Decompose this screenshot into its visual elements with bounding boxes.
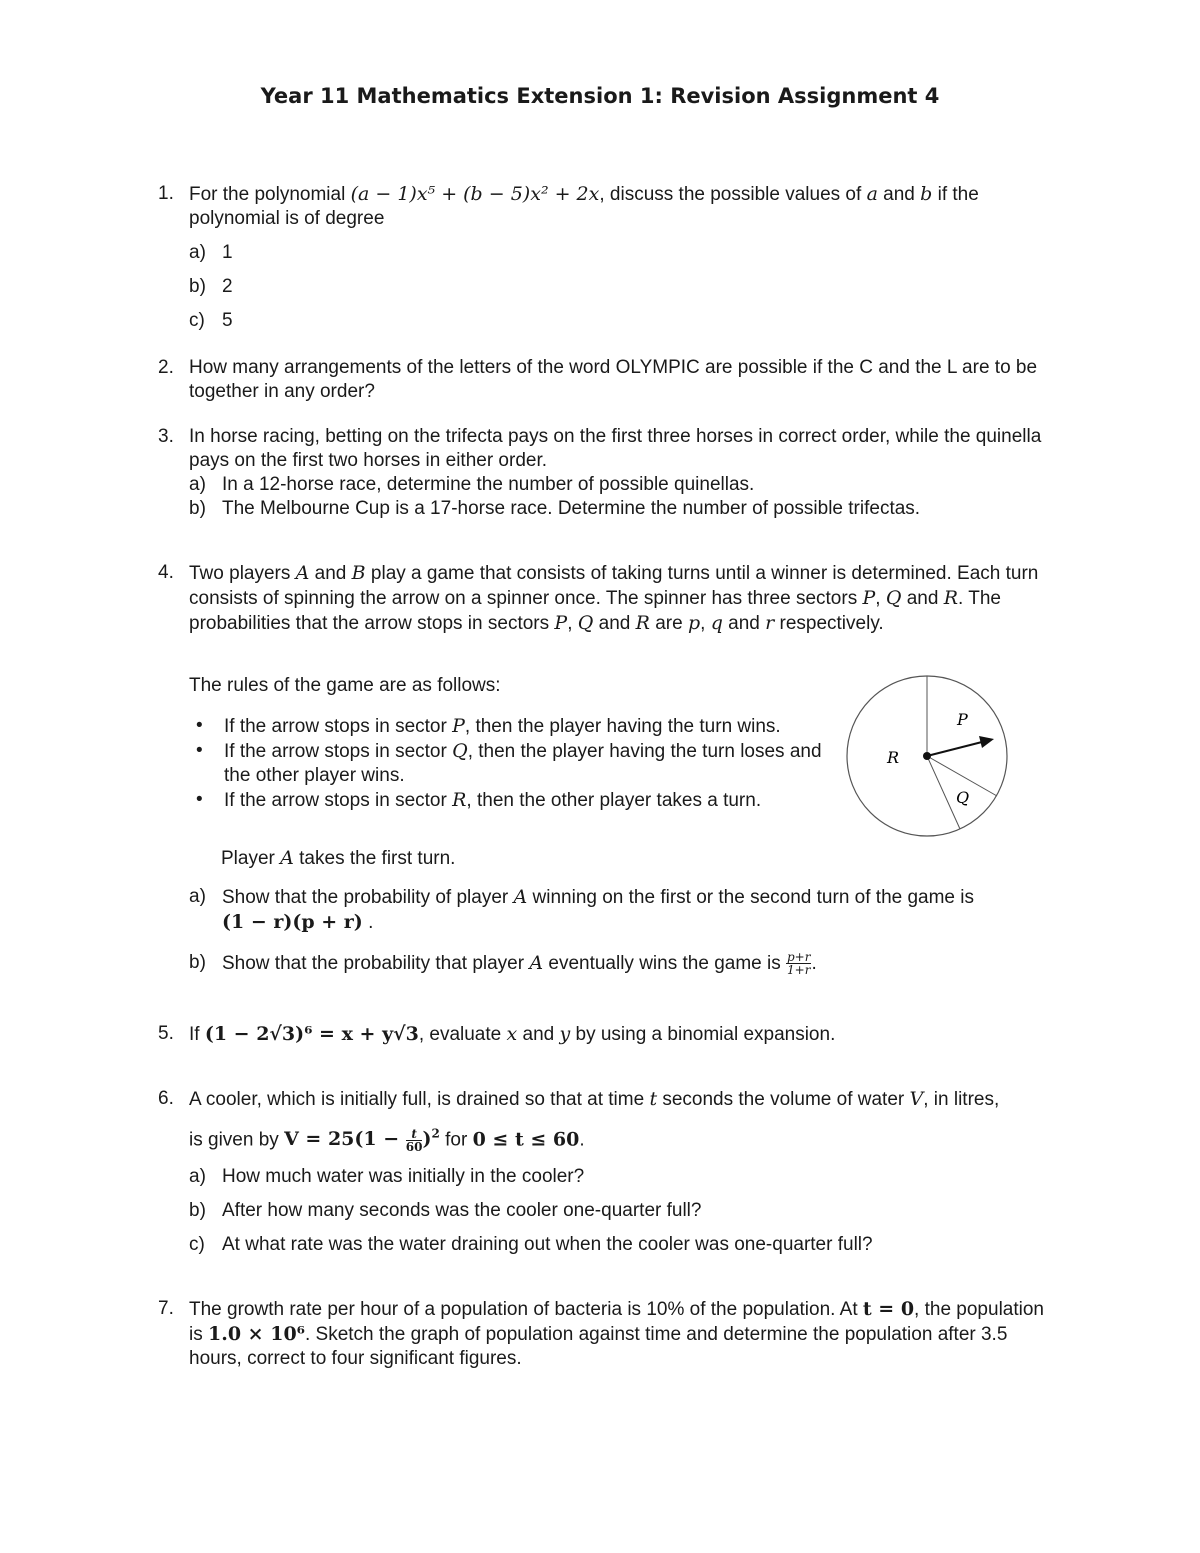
q6-text: A cooler, which is initially full, is drained so that at time t seconds the volume of water V, in litres, is given by V = 25(1 − $\frac{t}{60}$ )$^2$ for 0 ≤ t ≤ 60. a) How much water was initially in the cooler? b) After how many seconds was the cooler one-quarter full? c) At what rate was the water draining out when the cooler was one-quarter full? xyxy=(189,1087,1058,1257)
q4-text: Two players A and B play a game that consists of taking turns until a winner is determined. Each turn consists of spinning the arrow on a spinner once. The spinner has three sectors P, Q and R. The probabilities that the arrow stops in sectors P, Q and R are p, q and r respectively. xyxy=(189,562,1039,634)
list-item: b) 2 xyxy=(189,276,233,297)
question-number: 1. xyxy=(158,183,174,204)
list-item: a) In a 12-horse race, determine the number of possible quinellas. xyxy=(189,474,755,495)
q4-rules-list xyxy=(158,714,838,813)
probability-fraction: $\frac{p+r}{1+r}$ xyxy=(787,950,811,978)
spinner-diagram xyxy=(842,674,1012,839)
list-item: • If the arrow stops in sector P, then the player having the turn wins. xyxy=(158,714,838,739)
list-item: • If the arrow stops in sector R, then the other player takes a turn. xyxy=(158,788,838,813)
q1-polynomial: (a − 1)x⁵ + (b − 5)x² + 2x xyxy=(350,183,600,205)
q2-text: How many arrangements of the letters of the word OLYMPIC are possible if the C and the L are to be together in any order? xyxy=(189,357,1038,402)
spinner-arrow xyxy=(927,742,982,756)
list-item: a) Show that the probability of player A winning on the first or the second turn of the game is (1 − r)(p + r) . xyxy=(189,886,975,933)
question-1: 1. For the polynomial (a − 1)x⁵ + (b − 5)x² + 2x, discuss the possible values of a and b if the polynomial is of degree a) 1 b) 2 c) 5 xyxy=(158,182,1058,333)
question-2: 2. How many arrangements of the letters of the word OLYMPIC are possible if the C and the L are to be together in any order? xyxy=(158,356,1058,404)
list-item: • If the arrow stops in sector Q, then the player having the turn loses and the other player wins. xyxy=(158,739,838,788)
sector-label-r: R xyxy=(887,748,900,767)
question-4: 4. Two players A and B play a game that consists of taking turns until a winner is determined. Each turn consists of spinning the arrow on a spinner once. The spinner has three sectors P, Q and R. The probabilities that the arrow stops in sectors P, Q and R are p, q and r respectively. xyxy=(158,561,1058,636)
q3-text: In horse racing, betting on the trifecta pays on the first three horses in correct order, while the quinella pays on the first two horses in either order. xyxy=(189,426,1042,471)
list-item: c) 5 xyxy=(189,310,233,331)
question-7: 7. The growth rate per hour of a population of bacteria is 10% of the population. At t = 0, the population is 1.0 × 10⁶. Sketch the graph of population against time and determine the population after 3.5 hours, correct to four significant figures. xyxy=(158,1297,1058,1371)
question-6: 6. A cooler, which is initially full, is drained so that at time t seconds the volume of water V, in litres, is given by V = 25(1 − $\frac{t}{60}$ )$^2$ for 0 ≤ t ≤ 60. a) How much water was initially in the cooler? b) After how many seconds was the cooler one-quarter full? c) At what rate was the water draining out when the cooler was one-quarter full? xyxy=(158,1087,1058,1257)
list-item: a) How much water was initially in the cooler? xyxy=(189,1165,585,1187)
q5-text: If (1 − 2√3)⁶ = x + y√3, evaluate x and y by using a binomial expansion. xyxy=(189,1023,836,1045)
arrow-head-icon xyxy=(979,736,994,748)
sector-label-p: P xyxy=(957,710,968,729)
list-item: b) The Melbourne Cup is a 17-horse race. Determine the number of possible trifectas. xyxy=(189,498,921,519)
list-item: c) At what rate was the water draining out when the cooler was one-quarter full? xyxy=(189,1233,873,1255)
sector-label-q: Q xyxy=(956,788,970,807)
page-title: Year 11 Mathematics Extension 1: Revision Assignment 4 xyxy=(260,84,940,108)
q4-first-turn: Player A takes the first turn. xyxy=(221,847,456,869)
list-item: b) Show that the probability that player A eventually wins the game is $\frac{p+r}{1+r}$ . xyxy=(189,950,817,978)
q1-intro: For the polynomial xyxy=(189,184,346,205)
q4-parts xyxy=(189,885,1069,976)
q3-parts xyxy=(189,473,1058,521)
q6-parts xyxy=(189,1165,1058,1257)
q1-parts xyxy=(189,241,1058,333)
list-item: b) After how many seconds was the cooler one-quarter full? xyxy=(189,1199,702,1221)
volume-formula: V = 25(1 − $\frac{t}{60}$ )$^2$ xyxy=(284,1126,440,1154)
question-3: 3. In horse racing, betting on the trifecta pays on the first three horses in correct order, while the quinella pays on the first two horses in either order. a) In a 12-horse race, determine the number of possible quinellas. b) The Melbourne Cup is a 17-horse race. Determine the number of possible trifectas. xyxy=(158,425,1058,521)
list-item: a) 1 xyxy=(189,242,233,263)
q4-rules: The rules of the game are as follows: xyxy=(189,675,501,696)
q7-text: The growth rate per hour of a population of bacteria is 10% of the population. At t = 0, the population is 1.0 × 10⁶. Sketch the graph of population against time and determine the population after 3.5 hours, correct to four significant figures. xyxy=(189,1298,1044,1369)
spinner-pivot xyxy=(923,752,931,760)
question-5: 5. If (1 − 2√3)⁶ = x + y√3, evaluate x and y by using a binomial expansion. xyxy=(158,1022,1058,1047)
